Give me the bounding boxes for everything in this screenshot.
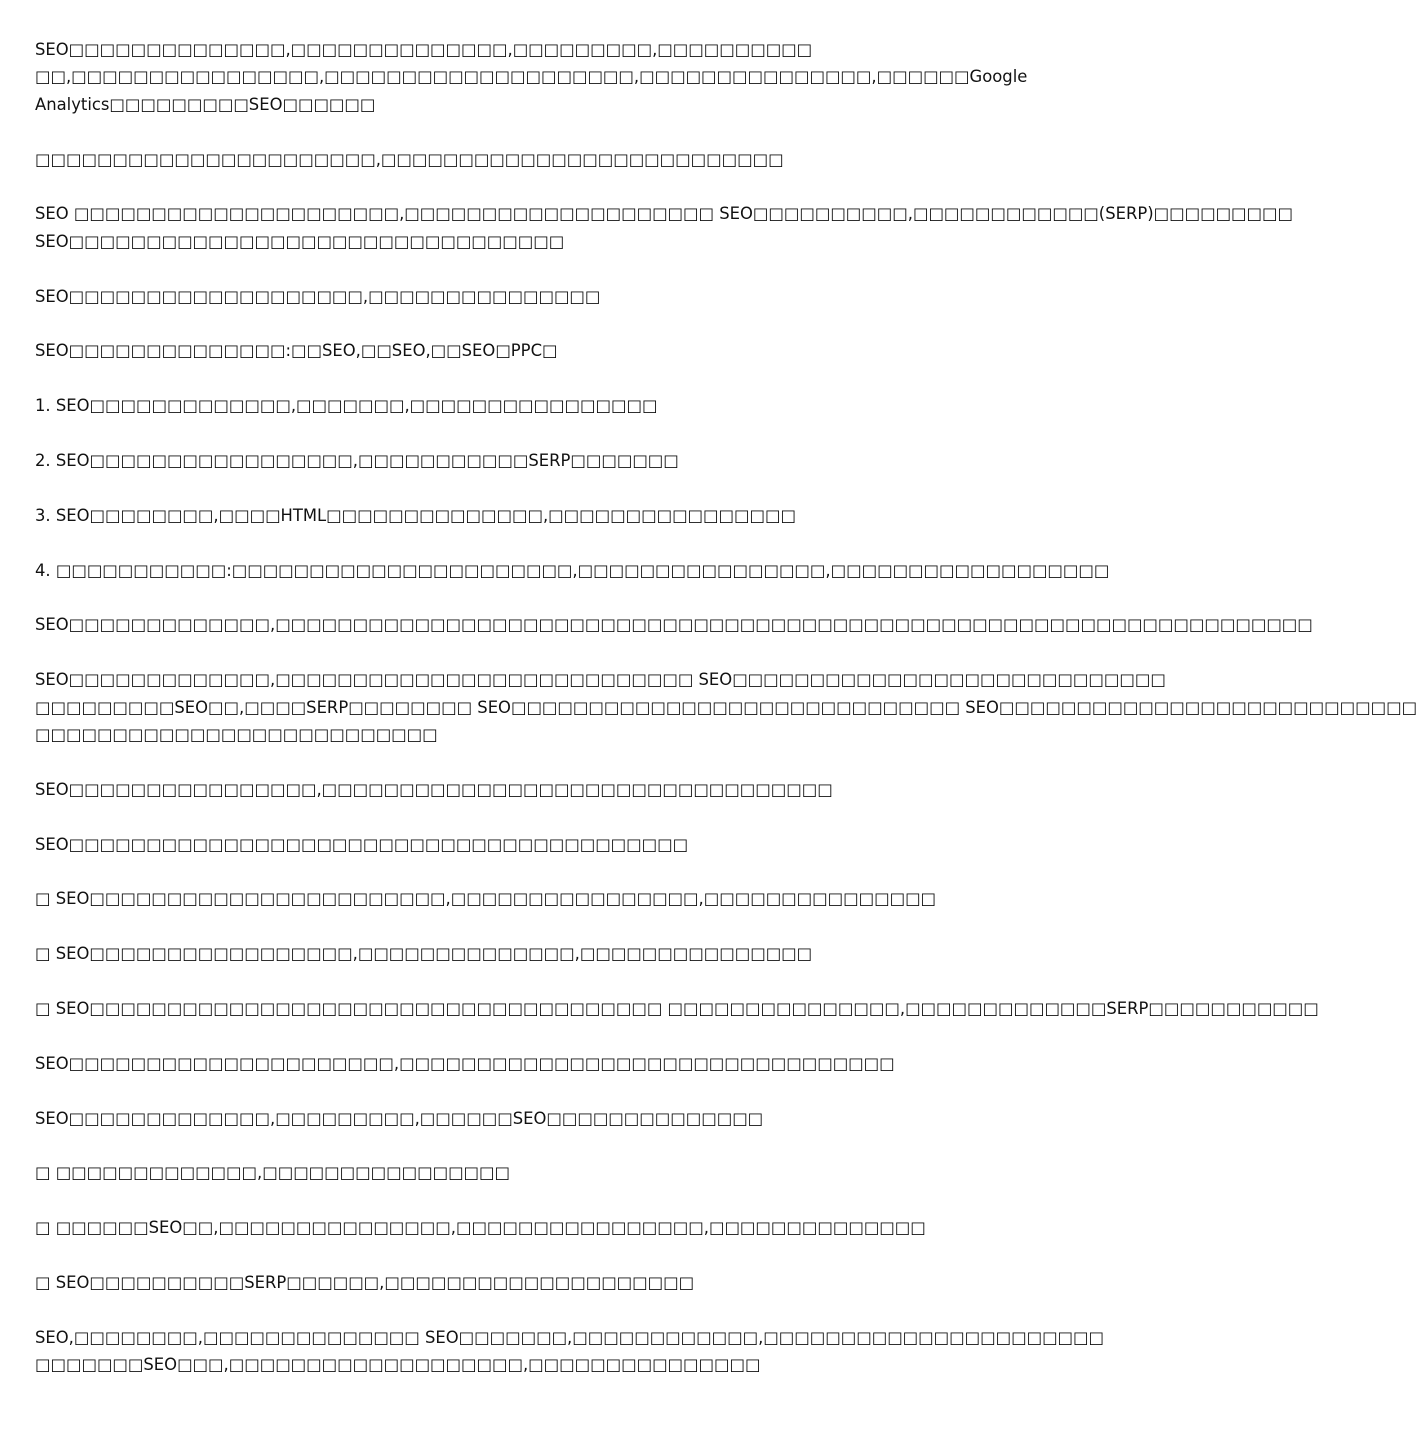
paragraph-line: □□□□□□□SEO□□□,□□□□□□□□□□□□□□□□□□□,□□□□□□□□□□□□□□□ [35,1355,761,1375]
paragraph-line: SEO□□□□□□□□□□□□□□□□□□□□□,□□□□□□□□□□□□□□□□□□□□□□□□□□□□□□□□ [35,1053,895,1073]
paragraph-line: SEO□□□□□□□□□□□□□□,□□□□□□□□□□□□□□,□□□□□□□□□,□□□□□□□□□□ [35,40,813,59]
paragraph [35,283,988,310]
paragraph-line: □□□□□□□□□SEO□□,□□□□SERP□□□□□□□□ SEO□□□□□□□□□□□□□□□□□□□□□□□□□□□□□ SEO□□□□□□□□□□□□□□□□□□□□□□□□□□□ [35,697,1417,717]
paragraph [35,36,1028,118]
paragraph-line: 2. SEO□□□□□□□□□□□□□□□□□,□□□□□□□□□□□SERP□□□□□□□ [35,451,679,470]
paragraph-line: SEO□□□□□□□□□□□□□,□□□□□□□□□,□□□□□□SEO□□□□□□□□□□□□□□ [35,1108,764,1128]
paragraph-line: SEO □□□□□□□□□□□□□□□□□□□□□,□□□□□□□□□□□□□□□□□□□□ SEO□□□□□□□□□□,□□□□□□□□□□□□(SERP)□□□□□□□□□ [35,204,1293,224]
paragraph-line: □□□□□□□□□□□□□□□□□□□□□□□□□□ [35,725,438,744]
paragraph [35,1214,988,1241]
paragraph [35,146,988,173]
paragraph-line: SEO□□□□□□□□□□□□□□□□□□□□□□□□□□□□□□□□ [35,231,565,251]
paragraph [35,447,988,474]
paragraph-line: □□,□□□□□□□□□□□□□□□□,□□□□□□□□□□□□□□□□□□□□,□□□□□□□□□□□□□□□,□□□□□□Google [35,67,1028,87]
paragraph-line: 1. SEO□□□□□□□□□□□□□,□□□□□□□,□□□□□□□□□□□□□□□□ [35,396,658,416]
paragraph-line: □ SEO□□□□□□□□□□□□□□□□□□□□□□□,□□□□□□□□□□□□□□□□,□□□□□□□□□□□□□□□ [35,889,937,909]
paragraph-line: □ SEO□□□□□□□□□□SERP□□□□□□,□□□□□□□□□□□□□□□□□□□□ [35,1272,695,1292]
paragraph-line: SEO□□□□□□□□□□□□□□□□,□□□□□□□□□□□□□□□□□□□□□□□□□□□□□□□□□ [35,779,833,799]
paragraph [35,885,988,912]
paragraph [35,1105,988,1132]
paragraph [35,1159,988,1186]
document-body [35,36,1417,1379]
paragraph [35,831,988,858]
paragraph [35,666,1417,748]
paragraph-line: □ SEO□□□□□□□□□□□□□□□□□,□□□□□□□□□□□□□□,□□□□□□□□□□□□□□□ [35,944,813,964]
paragraph-line: Analytics□□□□□□□□□SEO□□□□□□ [35,94,376,114]
paragraph [35,200,1293,255]
paragraph [35,502,988,529]
paragraph [35,1324,1105,1379]
paragraph-line: □ □□□□□□SEO□□,□□□□□□□□□□□□□□□,□□□□□□□□□□□□□□□□,□□□□□□□□□□□□□□ [35,1218,926,1238]
paragraph [35,1269,988,1296]
paragraph [35,995,1319,1022]
paragraph-line: □ SEO□□□□□□□□□□□□□□□□□□□□□□□□□□□□□□□□□□□□□ □□□□□□□□□□□□□□□,□□□□□□□□□□□□□SERP□□□□□□□□□□□ [35,998,1319,1018]
paragraph-line: SEO□□□□□□□□□□□□□□:□□SEO,□□SEO,□□SEO□PPC□ [35,341,558,361]
paragraph-line: SEO□□□□□□□□□□□□□□□□□□□□□□□□□□□□□□□□□□□□□□□□ [35,834,689,854]
paragraph [35,392,988,419]
paragraph [35,557,1110,584]
paragraph [35,1050,988,1077]
paragraph-line: SEO□□□□□□□□□□□□□,□□□□□□□□□□□□□□□□□□□□□□□□□□□ SEO□□□□□□□□□□□□□□□□□□□□□□□□□□□□ [35,670,1166,690]
paragraph [35,940,988,967]
paragraph [35,611,1313,638]
paragraph-line: □□□□□□□□□□□□□□□□□□□□□□,□□□□□□□□□□□□□□□□□□□□□□□□□□ [35,149,784,169]
paragraph-line: 4. □□□□□□□□□□□:□□□□□□□□□□□□□□□□□□□□□□,□□□□□□□□□□□□□□□□,□□□□□□□□□□□□□□□□□□ [35,560,1110,580]
paragraph [35,337,988,364]
paragraph-line: SEO,□□□□□□□□,□□□□□□□□□□□□□□ SEO□□□□□□□,□□□□□□□□□□□□,□□□□□□□□□□□□□□□□□□□□□□ [35,1327,1105,1347]
paragraph-line: SEO□□□□□□□□□□□□□□□□□□□,□□□□□□□□□□□□□□□ [35,286,601,306]
paragraph-line: 3. SEO□□□□□□□□,□□□□HTML□□□□□□□□□□□□□□,□□□□□□□□□□□□□□□□ [35,505,796,525]
paragraph [35,776,988,803]
paragraph-line: SEO□□□□□□□□□□□□□,□□□□□□□□□□□□□□□□□□□□□□□□□□□□□□□□□□□□□□□□□□□□□□□□□□□□□□□□□□□□□□□□□□□ [35,615,1313,635]
paragraph-line: □ □□□□□□□□□□□□□,□□□□□□□□□□□□□□□□ [35,1163,511,1183]
